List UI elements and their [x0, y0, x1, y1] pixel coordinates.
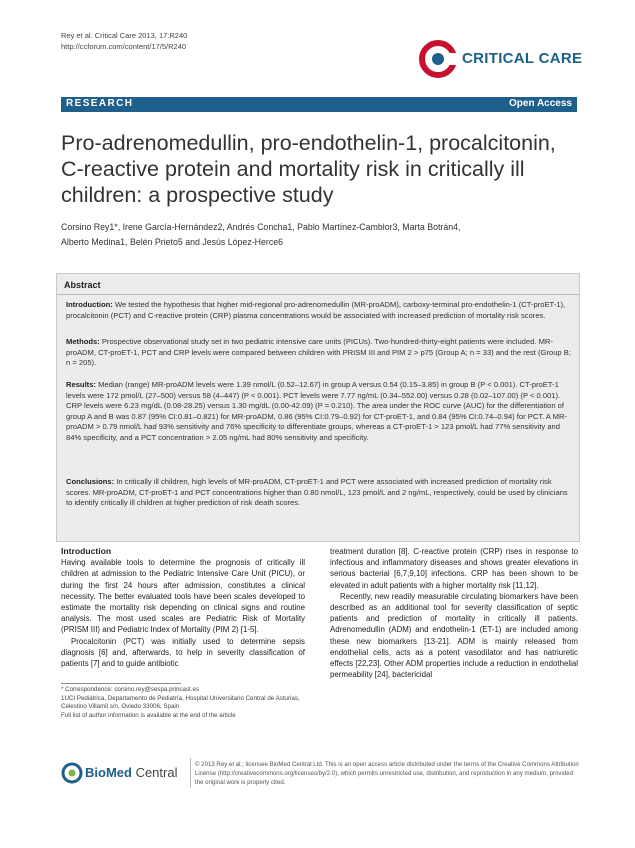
critical-care-logo-icon	[418, 36, 458, 82]
section-band	[61, 97, 577, 112]
copyright-notice: © 2013 Rey et al.; licensee BioMed Central Ltd. This is an open access article distributed under the terms of the Creative Commons Attribution License (http://creativecommons.org/licenses/by/2.0), which permits unrestricted use, distribution, and reproduction in any medium, provided the original work is properly cited.	[195, 761, 579, 786]
abstract-conclusions-text: In critically ill children, high levels of MR-proADM, CT-proET-1 and PCT were associated with increased prediction of mortality risk scores. MR-proADM, CT-proET-1 and PCT concentrations higher than 0.80 nmol/L, 123 pmol/L and 2 ng/mL, respectively, could be used by clinicians to identify critically ill children at higher prediction of risk death scores.	[66, 477, 568, 508]
abstract-results-text: Median (range) MR-proADM levels were 1.39 nmol/L (0.52–12.67) in group A versus 0.54 (0.15–3.85) in group B (P < 0.001). CT-proET-1 levels were 172 pmol/L (27–500) versus 58 (4–447) (P < 0.001). PCT levels were 7.77 ng/mL (0.34–552.00) versus 0.28 (0.02–107.00) (P < 0.001). CRP levels were 6.23 mg/dL (0.08-28.25) versus 1.30 mg/dL (0.00-42.09) (P = 0.210). The area under the ROC curve (AUC) for the differentiation of group A and B was 0.87 (95% CI:0.81–0.821) for MR-proADM, 0.86 (95% CI:0.79–0.92) for CT-proET-1, and 0.84 (95% CI:0.74–0.94) for PCT. A MR-proADM > 0.79 nmol/L had 93% sensitivity and 76% specificity to differentiate groups, whereas a CT-proET-1 > 123 pmol/L had 77% sensitivity and 84% specificity, and a PCT concentration > 2.05 ng/mL had 80% sensitivity and specificity.	[66, 380, 568, 442]
logo-text: CRITICAL CARE	[462, 50, 583, 67]
footnotes	[61, 686, 301, 720]
abstract-results	[66, 380, 572, 444]
authors-line-2: Alberto Medina1, Belén Prieto5 and Jesús López-Herce6	[61, 237, 284, 247]
journal-url[interactable]: http://ccforum.com/content/17/5/R240	[61, 42, 187, 51]
affiliation-note: 1UCI Pediátrica, Departamento de Pediatría, Hospital Universitario Central de Asturias, Celestino Villamil s/n, Oviedo 33006, Spain	[61, 694, 300, 711]
body-right-column	[330, 546, 578, 680]
journal-citation: Rey et al. Critical Care 2013, 17:R240	[61, 31, 188, 40]
abstract-box	[56, 273, 580, 542]
abstract-methods-text: Prospective observational study set in two pediatric intensive care units (PICUs). Two-hundred-thirty-eight patients were included. MR-proADM, CT-proET-1, PCT and CRP levels were compared between children with PRISM III and PIM 2 > p75 (Group A; n = 33) and the rest (Group B; n = 205).	[66, 337, 571, 368]
article-type: RESEARCH	[66, 98, 134, 109]
abstract-heading: Abstract	[64, 280, 101, 290]
journal-reference	[61, 30, 187, 52]
abstract-divider	[57, 294, 579, 295]
abstract-methods-label: Methods:	[66, 337, 100, 346]
abstract-results-label: Results:	[66, 380, 96, 389]
abstract-intro-label: Introduction:	[66, 300, 113, 309]
body-paragraph: Having available tools to determine the prognosis of critically ill children at admission to the Pediatric Intensive Care Unit (PICU), or during the first 24 hours after admission, constitutes a clinical necessity. The better evaluated tools have been scales developed to estimate the mortality risk depending on clinical signs and routine analysis. The most used scales are Pediatric Risk of Mortality (PRISM III) and Pediatric Index of Mortality (PIM 2) [1-5].	[61, 558, 305, 635]
open-access-label: Open Access	[509, 98, 572, 109]
body-left-column	[61, 546, 305, 669]
abstract-introduction	[66, 300, 572, 321]
abstract-conclusions	[66, 477, 572, 509]
central-text: Central	[131, 765, 178, 780]
article-title: Pro-adrenomedullin, pro-endothelin-1, procalcitonin, C-reactive protein and mortality risk in critically ill children: a prospective study	[61, 131, 556, 207]
biomed-central-logo	[61, 762, 191, 784]
body-paragraph: Recently, new readily measurable circulating biomarkers have been described as an additional tool for severity classification of septic patients and prediction of mortality in critically ill patients. Adrenomedullin (ADM) and endothelin-1 (ET-1) are included among these new biomarkers [13-21]. ADM is mainly released from endothelial cells, acts as a potent vasodilator and has natriuretic effects [22,23]. Other ADM properties include a reduction in endothelial permeability [24], bactericidal	[330, 591, 578, 680]
introduction-heading: Introduction	[61, 546, 112, 556]
footer-divider	[190, 758, 191, 788]
correspondence-note: * Correspondence: corsino.rey@sespa.princast.es	[61, 686, 200, 693]
biomed-text: BioMed	[85, 765, 132, 780]
body-paragraph: treatment duration [8]. C-reactive protein (CRP) rises in response to infectious and inflammatory diseases and shows greater elevations in serious bacterial [6,7,9,10] infections. CRP has been shown to be elevated in adult patients with a higher mortality risk [11,12].	[330, 547, 578, 590]
biomed-central-logo-icon	[61, 762, 83, 784]
abstract-intro-text: We tested the hypothesis that higher mid-regional pro-adrenomedullin (MR-proADM), carboxy-terminal pro-endothelin-1 (CT-proET-1), procalcitonin (PCT) and C-reactive protein (CRP) plasma concentrations would be associated with increased prediction of mortality risk scores.	[66, 300, 566, 320]
abstract-methods	[66, 337, 572, 369]
critical-care-logo	[418, 36, 588, 82]
authors-line-1: Corsino Rey1*, Irene García-Hernández2, Andrés Concha1, Pablo Martínez-Camblor3, Marta Botrán4,	[61, 222, 461, 232]
footnote-divider	[61, 683, 181, 684]
abstract-conclusions-label: Conclusions:	[66, 477, 115, 486]
author-list	[61, 220, 581, 250]
biomed-central-text	[85, 765, 177, 780]
body-paragraph: Procalcitonin (PCT) was initially used to determine sepsis diagnosis [6] and, afterwards, to help in severity classification of patients [7] and to guide antibiotic	[61, 636, 305, 669]
author-info-note: Full list of author information is available at the end of the article	[61, 711, 236, 719]
